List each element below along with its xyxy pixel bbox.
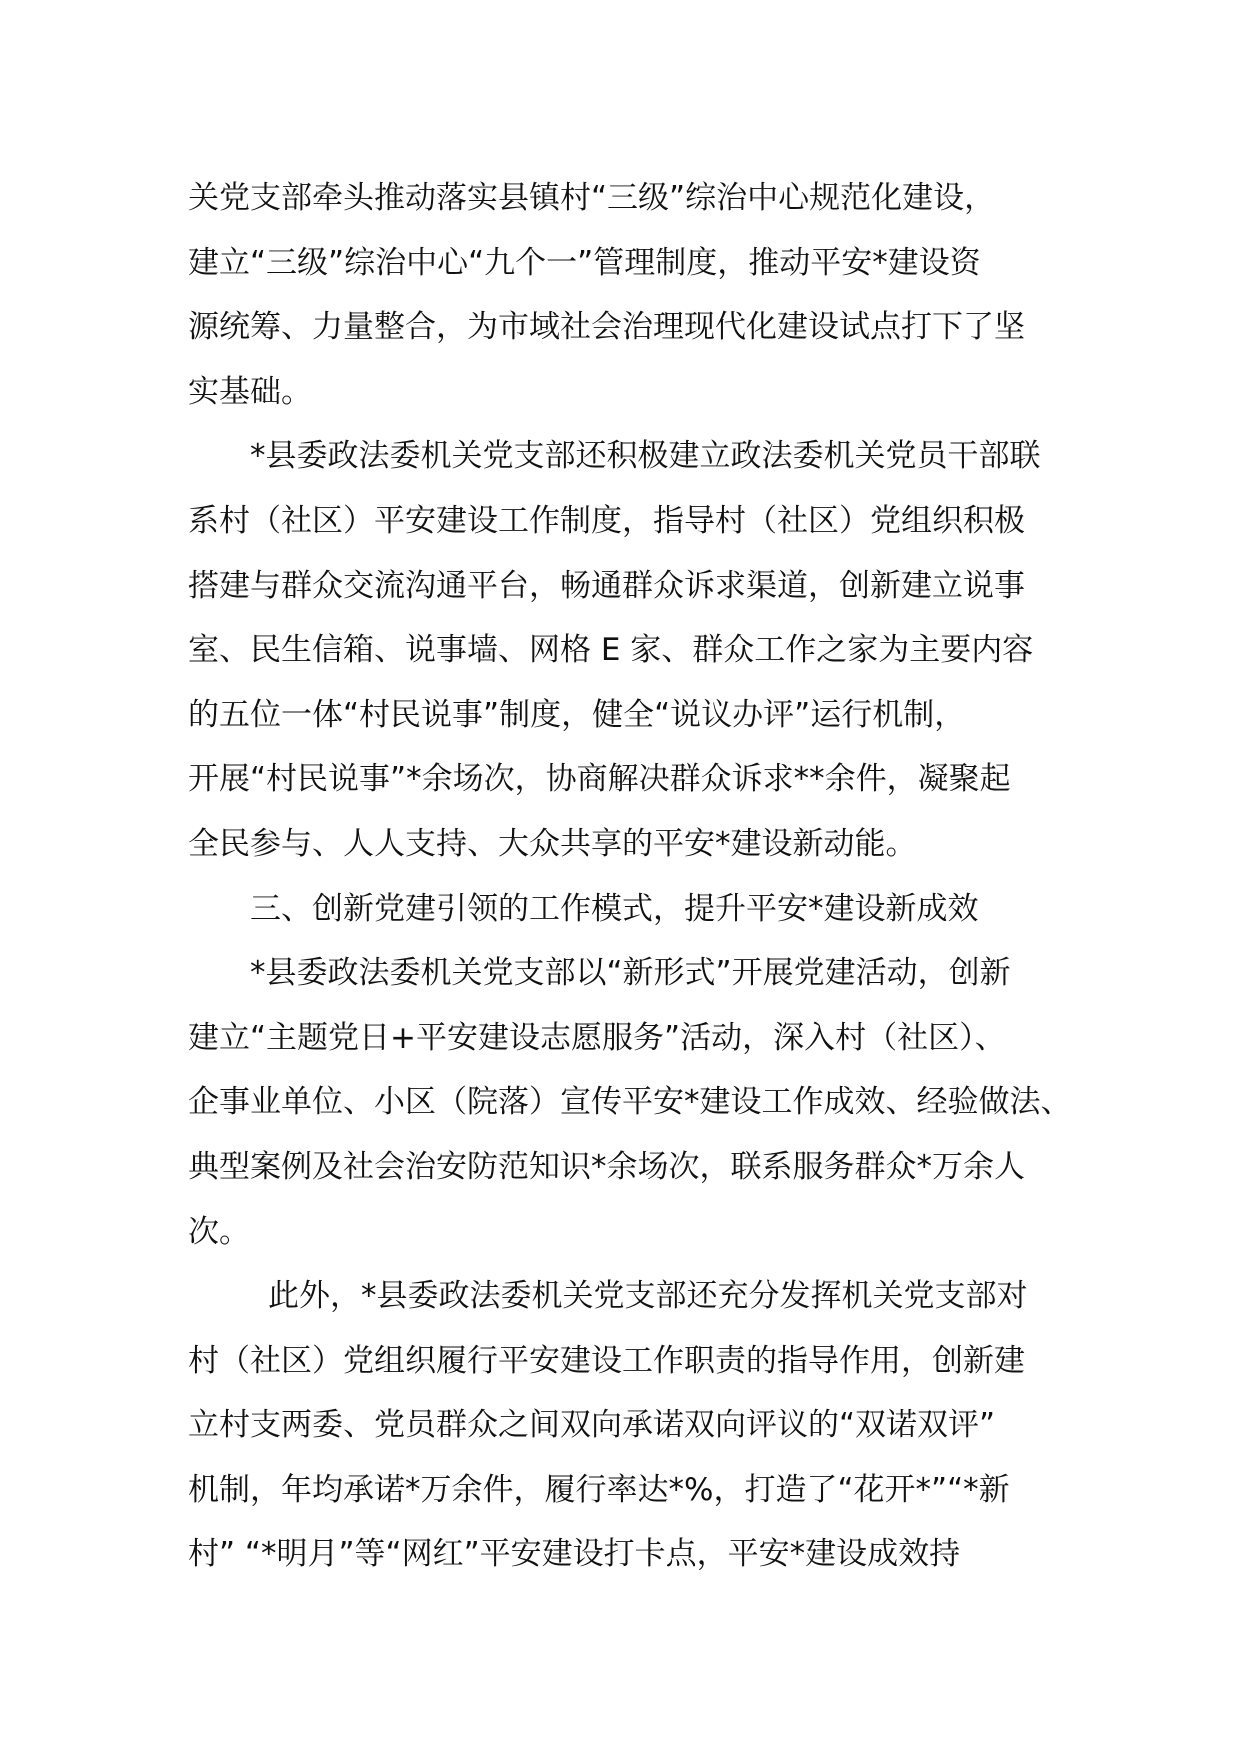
- text-line: 系村（社区）平安建设工作制度，指导村（社区）党组织积极: [188, 502, 1025, 539]
- text-line: 村” “*明月”等“网红”平安建设打卡点，平安*建设成效持: [188, 1536, 961, 1573]
- section-heading: 三、创新党建引领的工作模式，提升平安*建设新成效: [250, 890, 979, 927]
- text-line: 建立“三级”综治中心“九个一”管理制度，推动平安*建设资: [188, 244, 981, 281]
- text-line: 的五位一体“村民说事”制度，健全“说议办评”运行机制，: [188, 696, 966, 733]
- paragraph-first-line: 此外，*县委政法委机关党支部还充分发挥机关党支部对: [268, 1278, 1028, 1315]
- text-line: 企事业单位、小区（院落）宣传平安*建设工作成效、经验做法、: [188, 1084, 1072, 1121]
- text-line: 村（社区）党组织履行平安建设工作职责的指导作用，创新建: [188, 1342, 1025, 1379]
- text-line: 典型案例及社会治安防范知识*余场次，联系服务群众*万余人: [188, 1148, 1025, 1185]
- text-line: 源统筹、力量整合，为市域社会治理现代化建设试点打下了坚: [188, 309, 1025, 346]
- text-line: 搭建与群众交流沟通平台，畅通群众诉求渠道，创新建立说事: [188, 567, 1025, 604]
- text-line: 室、民生信箱、说事墙、网格 E 家、群众工作之家为主要内容: [188, 632, 1034, 669]
- text-line: 全民参与、人人支持、大众共享的平安*建设新动能。: [188, 825, 917, 862]
- paragraph-first-line: *县委政法委机关党支部还积极建立政法委机关党员干部联: [250, 438, 1041, 475]
- text-line: 关党支部牵头推动落实县镇村“三级”综治中心规范化建设，: [188, 180, 996, 216]
- text-line: 实基础。: [188, 373, 312, 410]
- document-body: [188, 166, 1072, 1587]
- text-line: 机制，年均承诺*万余件，履行率达*%，打造了“花开*”“*新: [188, 1471, 1010, 1508]
- text-line: 立村支两委、党员群众之间双向承诺双向评议的“双诺双评”: [188, 1407, 996, 1444]
- text-line: 开展“村民说事”*余场次，协商解决群众诉求**余件，凝聚起: [188, 761, 1011, 798]
- text-line: 次。: [188, 1213, 250, 1250]
- text-line: 建立“主题党日+平安建设志愿服务”活动，深入村（社区）、: [188, 1019, 1006, 1056]
- paragraph-first-line: *县委政法委机关党支部以“新形式”开展党建活动，创新: [250, 955, 1011, 992]
